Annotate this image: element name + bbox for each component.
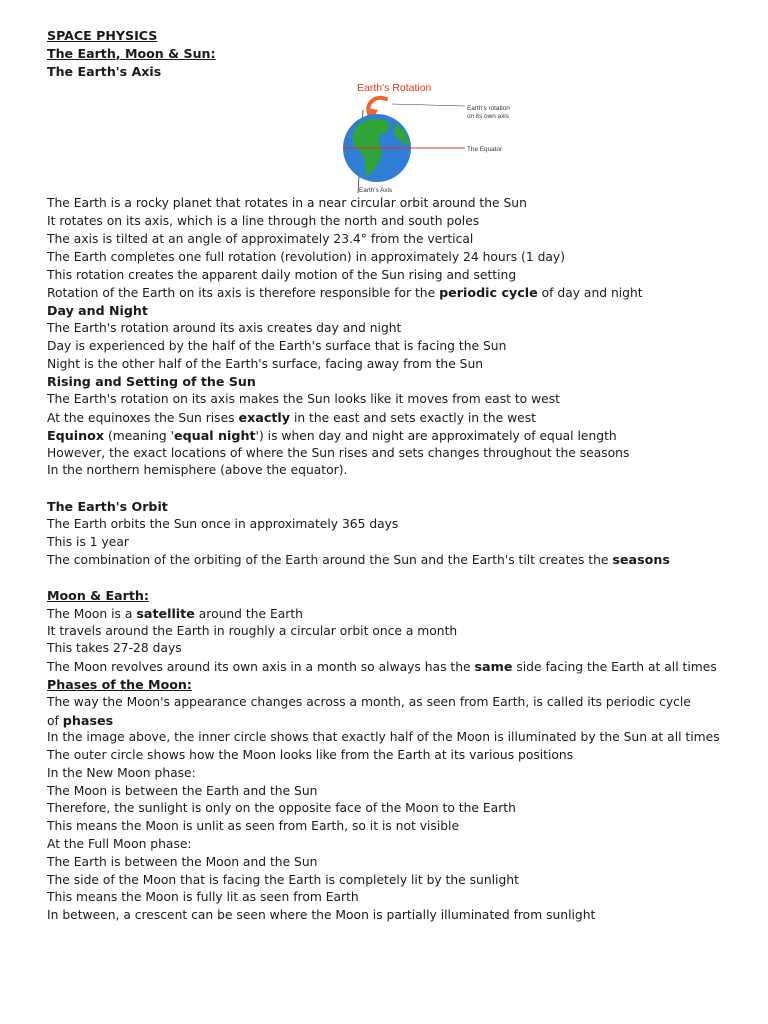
document-subtitle: The Earth, Moon & Sun:	[47, 45, 216, 61]
text-run: in the east and sets exactly in the west	[290, 410, 536, 425]
paragraph-line: It travels around the Earth in roughly a circular orbit once a month	[47, 623, 458, 638]
rotation-pointer-line	[392, 104, 465, 106]
section-heading-earth-axis: The Earth's Axis	[47, 63, 162, 79]
paragraph-line: The Earth orbits the Sun once in approximately 365 days	[47, 516, 399, 531]
earth-rotation-diagram	[320, 80, 520, 193]
text-run: The Moon is a	[47, 606, 137, 621]
paragraph-line	[47, 712, 747, 730]
figure-container	[47, 80, 747, 195]
paragraph-line: In the New Moon phase:	[47, 765, 196, 780]
label-equator: The Equator	[467, 146, 503, 154]
paragraph-line: This is 1 year	[47, 534, 129, 549]
blank-line	[47, 480, 747, 498]
paragraph-line: It rotates on its axis, which is a line through the north and south poles	[47, 214, 480, 229]
paragraph-line: This means the Moon is unlit as seen from Earth, so it is not visible	[47, 819, 460, 834]
paragraph-line: This means the Moon is fully lit as seen from Earth	[47, 890, 359, 905]
paragraph-line: The Earth completes one full rotation (revolution) in approximately 24 hours (1 day)	[47, 249, 565, 264]
text-run: At the equinoxes the Sun rises	[47, 410, 239, 425]
bold-term: exactly	[238, 409, 291, 425]
document-title: SPACE PHYSICS	[47, 28, 158, 43]
paragraph-line: The Earth is a rocky planet that rotates in a near circular orbit around the Sun	[47, 196, 527, 211]
text-run: Rotation of the Earth on its axis is therefore responsible for the	[47, 286, 440, 301]
paragraph-line: This takes 27-28 days	[47, 641, 182, 656]
paragraph-line: The Moon is between the Earth and the Sun	[47, 783, 318, 798]
section-heading-rising-setting: Rising and Setting of the Sun	[47, 374, 256, 390]
section-heading-moon-phases: Phases of the Moon:	[47, 676, 192, 692]
text-run: side facing the Earth at all times	[512, 660, 717, 675]
bold-term: Equinox	[47, 427, 105, 443]
paragraph-line: In the image above, the inner circle shows that exactly half of the Moon is illuminated by the Sun at all times	[47, 730, 720, 745]
label-rotation-2: on its own axis	[467, 113, 509, 121]
paragraph-line: The Earth's rotation around its axis creates day and night	[47, 320, 402, 335]
paragraph-line	[47, 658, 747, 676]
document-page	[47, 27, 747, 925]
text-run: of	[47, 713, 63, 728]
bold-term: equal night	[173, 427, 256, 443]
paragraph-line: Day is experienced by the half of the Earth's surface that is facing the Sun	[47, 338, 507, 353]
section-heading-day-night: Day and Night	[47, 303, 148, 319]
paragraph-line: In the northern hemisphere (above the equator).	[47, 463, 348, 478]
paragraph-line	[47, 284, 747, 302]
paragraph-line: Therefore, the sunlight is only on the opposite face of the Moon to the Earth	[47, 801, 516, 816]
bold-term: phases	[62, 712, 114, 728]
paragraph-line: The axis is tilted at an angle of approximately 23.4° from the vertical	[47, 231, 474, 246]
text-run: ') is when day and night are approximately of equal length	[255, 428, 617, 443]
label-earth-axis: Earth's Axis	[359, 187, 393, 194]
text-run: around the Earth	[194, 606, 303, 621]
section-heading-earth-orbit: The Earth's Orbit	[47, 498, 168, 514]
paragraph-line: The way the Moon's appearance changes across a month, as seen from Earth, is called its periodic cycle	[47, 694, 691, 709]
text-run: The combination of the orbiting of the Earth around the Sun and the Earth's tilt creates the	[47, 553, 613, 568]
text-run: The Moon revolves around its own axis in a month so always has the	[47, 660, 475, 675]
text-run: of day and night	[537, 286, 643, 301]
paragraph-line: This rotation creates the apparent daily motion of the Sun rising and setting	[47, 267, 517, 282]
paragraph-line: The side of the Moon that is facing the Earth is completely lit by the sunlight	[47, 872, 519, 887]
paragraph-line	[47, 551, 747, 569]
paragraph-line: In between, a crescent can be seen where the Moon is partially illuminated from sunlight	[47, 908, 596, 923]
section-heading-moon-earth: Moon & Earth:	[47, 587, 149, 603]
blank-line	[47, 569, 747, 587]
bold-term: same	[474, 659, 513, 675]
paragraph-line: The Earth's rotation on its axis makes the Sun looks like it moves from east to west	[47, 392, 560, 407]
paragraph-line: The outer circle shows how the Moon looks like from the Earth at its various positions	[47, 748, 574, 763]
bold-term: seasons	[612, 552, 670, 568]
paragraph-line	[47, 427, 747, 445]
paragraph-line: At the Full Moon phase:	[47, 837, 192, 852]
text-run: (meaning '	[104, 428, 174, 443]
paragraph-line: However, the exact locations of where the Sun rises and sets changes throughout the seasons	[47, 445, 630, 460]
paragraph-line: Night is the other half of the Earth's surface, facing away from the Sun	[47, 356, 484, 371]
paragraph-line: The Earth is between the Moon and the Sun	[47, 854, 318, 869]
paragraph-line	[47, 605, 747, 623]
bold-term: periodic cycle	[439, 285, 538, 301]
figure-title: Earth's Rotation	[357, 82, 432, 95]
label-rotation-1: Earth's rotation	[467, 105, 510, 113]
bold-term: satellite	[136, 605, 195, 621]
paragraph-line	[47, 409, 747, 427]
